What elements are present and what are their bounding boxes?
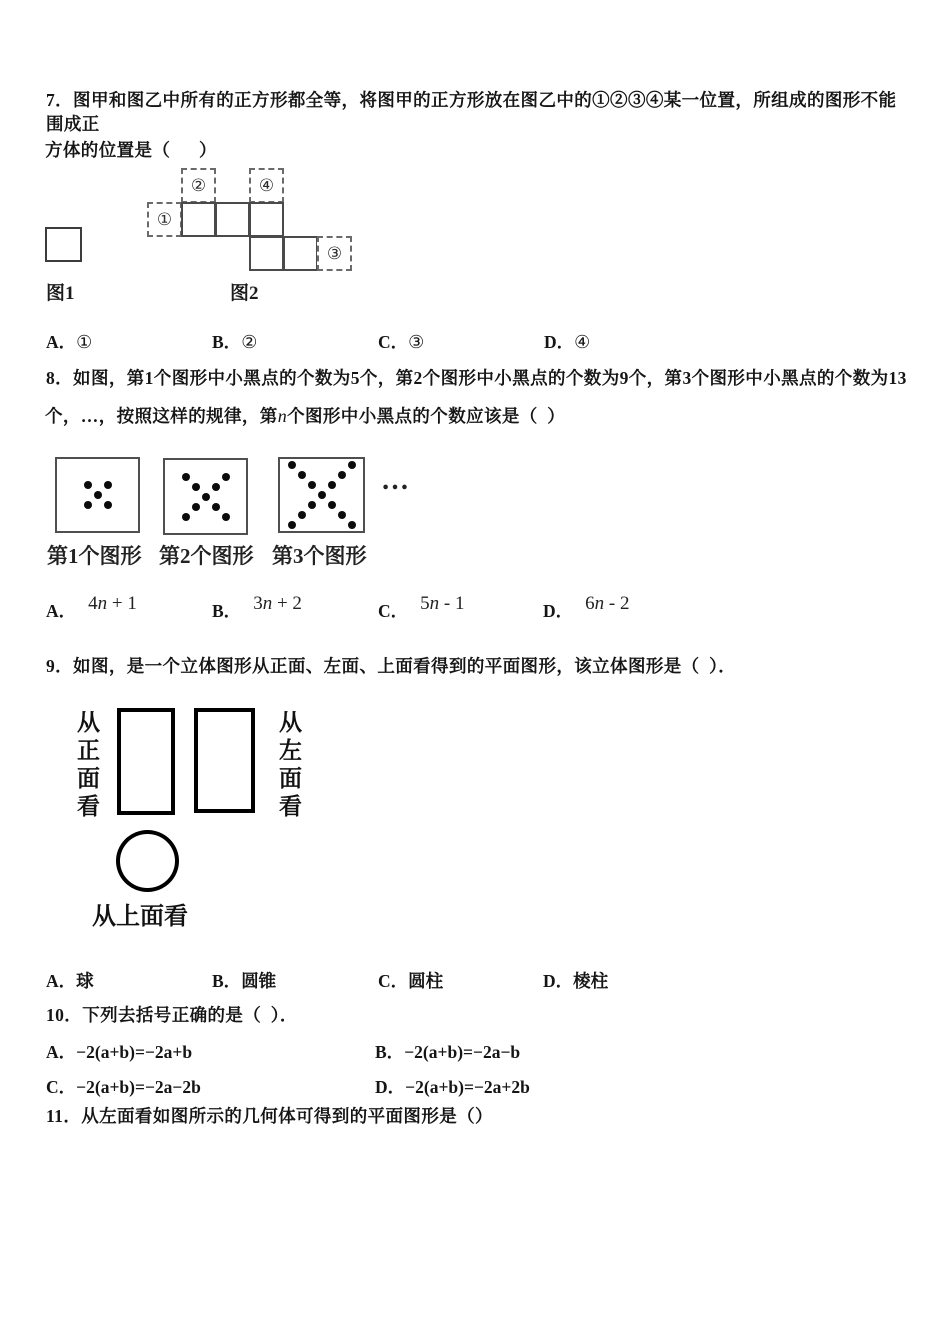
q10-option-d-letter: D． — [375, 1077, 406, 1097]
net-cell-dashed-② — [181, 168, 216, 203]
q7-option-b-letter: B． — [212, 332, 242, 352]
dot — [222, 473, 230, 481]
q8-text-line2-pre: 个，…，按照这样的规律，第 — [45, 406, 278, 426]
q9-front-view-label: 从正面看 — [74, 710, 99, 822]
dot — [104, 481, 112, 489]
q10-option-c-letter: C． — [46, 1077, 77, 1097]
q7-option-d-value: ④ — [574, 332, 591, 352]
dot — [328, 501, 336, 509]
q7-text-line1: 7．图甲和图乙中所有的正方形都全等，将图甲的正方形放在图乙中的①②③④某一位置，所组成的图形不能围成正 — [46, 90, 897, 134]
dot — [212, 483, 220, 491]
q7-option-d — [544, 329, 590, 354]
q8-option-c — [378, 593, 465, 623]
q9-option-b-letter: B． — [212, 971, 242, 991]
q10-option-b — [375, 1039, 520, 1064]
q9-option-b — [212, 968, 276, 993]
q9-option-d-value: 棱柱 — [573, 971, 609, 991]
dot — [298, 511, 306, 519]
dot — [338, 511, 346, 519]
q9-top-view-label: 从上面看 — [92, 904, 188, 930]
q9-option-a-value: 球 — [76, 971, 94, 991]
q10-option-a — [46, 1039, 192, 1064]
q8-option-a — [46, 593, 137, 623]
cube-net — [147, 168, 358, 276]
q8-figure-ellipsis: … — [381, 465, 409, 496]
q8-option-a-letter: A． — [46, 601, 77, 621]
dot — [202, 493, 210, 501]
net-cell-number: ④ — [258, 175, 275, 195]
q9-option-c-value: 圆柱 — [408, 971, 444, 991]
dot — [84, 481, 92, 489]
net-cell-number: ② — [190, 175, 207, 195]
dot — [212, 503, 220, 511]
net-cell-dashed-③ — [317, 236, 352, 271]
q8-option-b — [212, 593, 302, 623]
q8-box3-caption: 第3个图形 — [272, 544, 367, 568]
q7-option-a — [46, 329, 92, 354]
q8-box2-caption: 第2个图形 — [159, 544, 254, 568]
q7-option-a-value: ① — [76, 332, 93, 352]
q8-option-c-formula: 5n - 1 — [420, 593, 465, 614]
q7-option-b — [212, 329, 257, 354]
dot — [318, 491, 326, 499]
q8-text-line1: 8．如图，第1个图形中小黑点的个数为5个，第2个图形中小黑点的个数为9个，第3个图形中小黑点的个数为13 — [46, 368, 907, 388]
q10-option-d-value: −2(a+b)=−2a+2b — [405, 1077, 530, 1097]
q10-option-c — [46, 1074, 201, 1099]
q10-option-c-value: −2(a+b)=−2a−2b — [76, 1077, 201, 1097]
net-cell-number: ① — [156, 209, 173, 229]
q9-option-d — [543, 968, 608, 993]
dot-box — [278, 457, 365, 533]
dot — [94, 491, 102, 499]
q8-option-c-letter: C． — [378, 601, 409, 621]
q7-option-b-value: ② — [241, 332, 258, 352]
q7-figure1-label: 图1 — [46, 283, 75, 304]
q9-option-c-letter: C． — [378, 971, 409, 991]
q9-left-view-label: 从左面看 — [276, 710, 301, 822]
q8-option-d — [543, 593, 630, 623]
dot — [104, 501, 112, 509]
dot — [298, 471, 306, 479]
dot — [348, 521, 356, 529]
q8-option-d-letter: D． — [543, 601, 574, 621]
dot — [328, 481, 336, 489]
q10-option-a-value: −2(a+b)=−2a+b — [76, 1042, 193, 1062]
dot — [182, 473, 190, 481]
dot — [338, 471, 346, 479]
q10-text-line1: 10．下列去括号正确的是（ ）． — [46, 1005, 298, 1025]
q8-option-d-formula: 6n - 2 — [585, 593, 630, 614]
q9-top-view-circle — [116, 830, 179, 892]
q10-option-b-value: −2(a+b)=−2a−b — [404, 1042, 521, 1062]
net-cell-solid — [215, 202, 250, 237]
q7-option-c-letter: C． — [378, 332, 409, 352]
dot — [288, 461, 296, 469]
net-cell-solid — [283, 236, 318, 271]
net-cell-solid — [181, 202, 216, 237]
dot — [192, 503, 200, 511]
q9-option-b-value: 圆锥 — [241, 971, 277, 991]
q9-front-view-rectangle — [117, 708, 175, 815]
q7-figure1-square — [45, 227, 82, 262]
q8-box1-caption: 第1个图形 — [47, 544, 142, 568]
q9-option-a — [46, 968, 94, 993]
q7-option-d-letter: D． — [544, 332, 575, 352]
q9-text-line1: 9．如图，是一个立体图形从正面、左面、上面看得到的平面图形，该立体图形是（ ）． — [46, 656, 737, 676]
net-cell-dashed-④ — [249, 168, 284, 203]
q8-text-line2-var: n — [277, 406, 288, 426]
q9-option-d-letter: D． — [543, 971, 574, 991]
q8-option-b-letter: B． — [212, 601, 242, 621]
dot — [288, 521, 296, 529]
q9-option-a-letter: A． — [46, 971, 77, 991]
q11-text-line1: 11．从左面看如图所示的几何体可得到的平面图形是（） — [46, 1106, 493, 1126]
q9-option-c — [378, 968, 443, 993]
q9-left-view-rectangle — [194, 708, 255, 813]
dot — [182, 513, 190, 521]
q8-text-line2 — [45, 404, 565, 428]
net-cell-solid — [249, 202, 284, 237]
dot-box — [55, 457, 140, 533]
net-cell-dashed-① — [147, 202, 182, 237]
q7-option-a-letter: A． — [46, 332, 77, 352]
dot-box — [163, 458, 248, 535]
dot — [308, 481, 316, 489]
q7-option-c — [378, 329, 424, 354]
q10-option-a-letter: A． — [46, 1042, 77, 1062]
dot — [192, 483, 200, 491]
net-cell-solid — [249, 236, 284, 271]
q7-figure2-label: 图2 — [230, 283, 259, 304]
dot — [348, 461, 356, 469]
dot — [84, 501, 92, 509]
q7-option-c-value: ③ — [408, 332, 425, 352]
dot — [308, 501, 316, 509]
q8-option-b-formula: 3n + 2 — [253, 593, 302, 614]
net-cell-number: ③ — [326, 243, 343, 263]
q8-text-line2-post: 个图形中小黑点的个数应该是（ ） — [287, 406, 566, 426]
q10-option-b-letter: B． — [375, 1042, 405, 1062]
dot — [222, 513, 230, 521]
q8-option-a-formula: 4n + 1 — [88, 593, 137, 614]
q10-option-d — [375, 1074, 530, 1099]
q7-text-line2: 方体的位置是（ ） — [45, 140, 217, 160]
